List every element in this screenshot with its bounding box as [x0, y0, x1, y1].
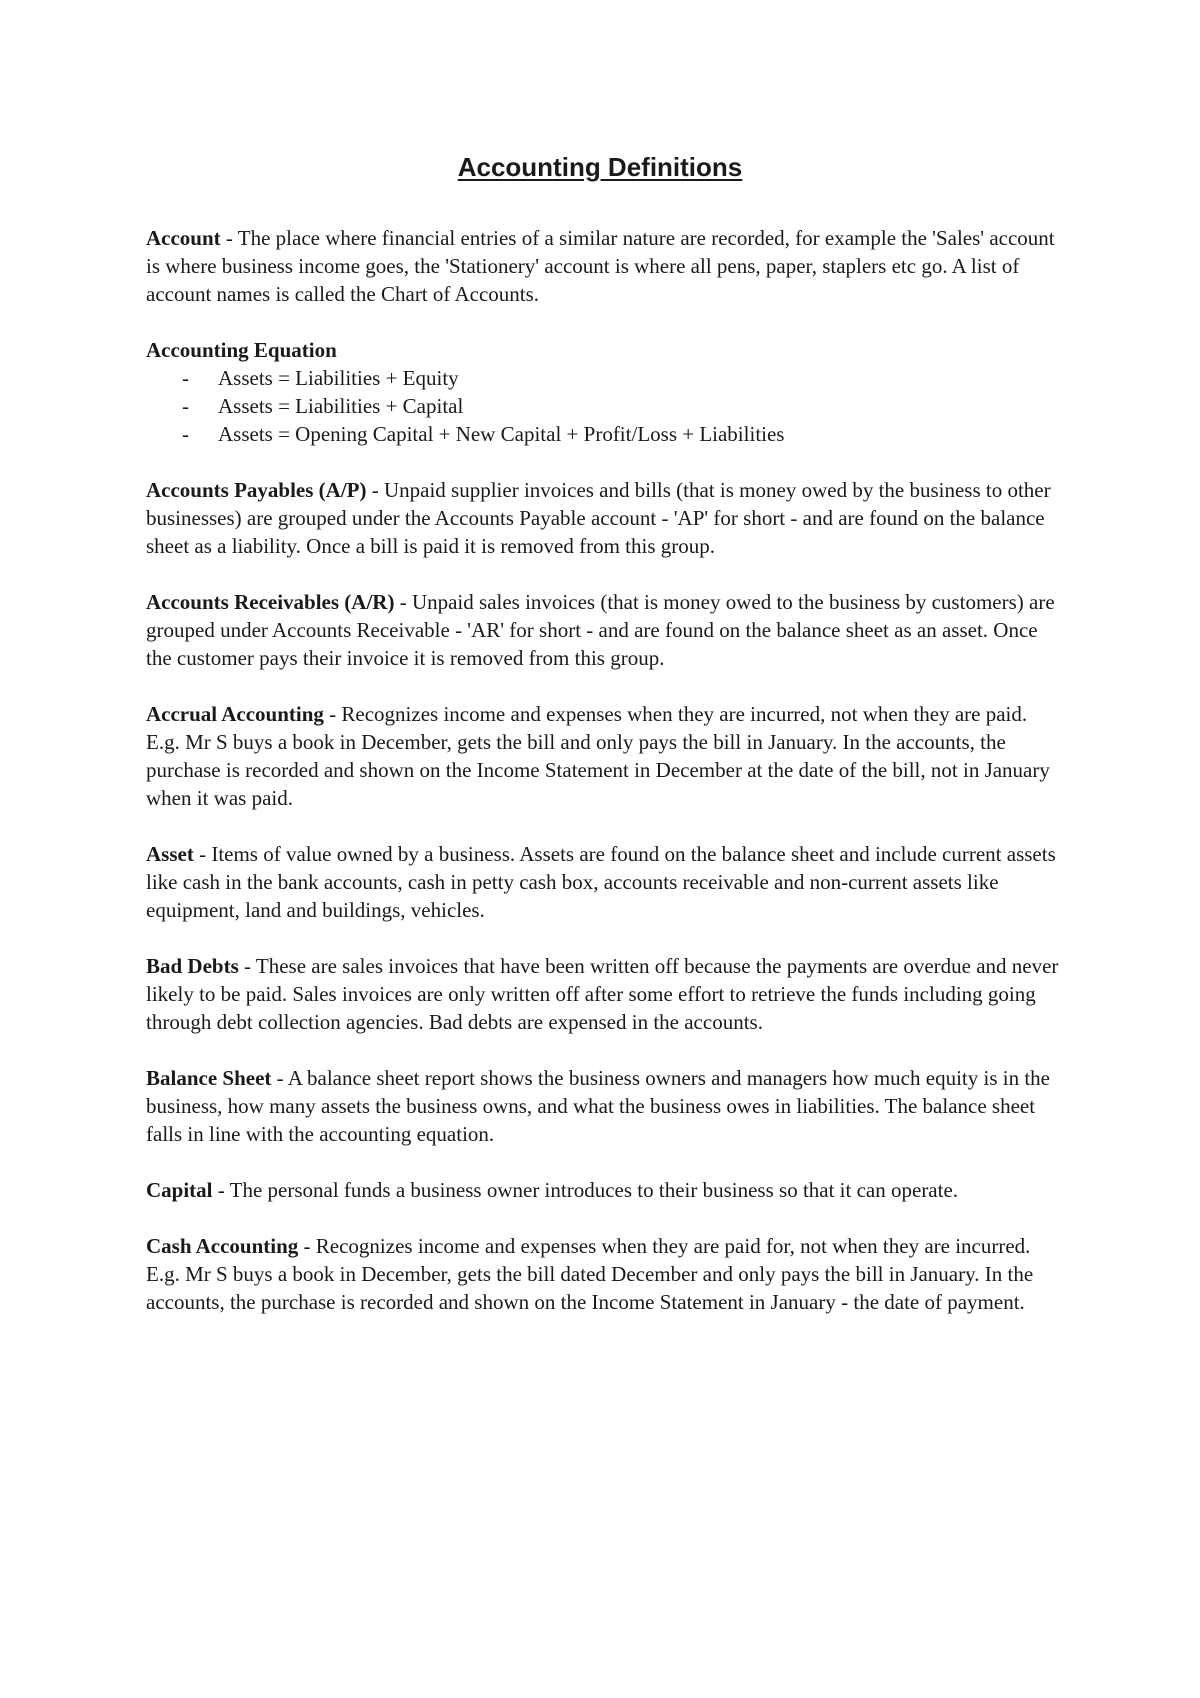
definition-text: - Unpaid sales invoices (that is money owed to the business by customers) are grouped under Accounts Receivable - 'AR' for short - and are found on the balance sheet as an asset. Once the customer pays their invoice it is removed from this group.	[146, 590, 1055, 670]
definition-accrual-accounting	[146, 700, 1066, 812]
term: Account	[146, 226, 221, 250]
dash-bullet: -	[182, 422, 189, 446]
dash-bullet: -	[182, 366, 189, 390]
definition-text: - A balance sheet report shows the business owners and managers how much equity is in the business, how many assets the business owns, and what the business owes in liabilities. The balance sheet falls in line with the accounting equation.	[146, 1066, 1050, 1146]
equation-text: Assets = Liabilities + Capital	[218, 394, 464, 418]
definition-accounts-payables	[146, 476, 1066, 560]
dash-bullet: -	[182, 394, 189, 418]
definition-text: - The personal funds a business owner introduces to their business so that it can operate.	[212, 1178, 959, 1202]
definition-cash-accounting	[146, 1232, 1066, 1316]
definition-asset	[146, 840, 1066, 924]
term: Capital	[146, 1178, 213, 1202]
term: Balance Sheet	[146, 1066, 272, 1090]
definition-text: - The place where financial entries of a similar nature are recorded, for example the 'Sales' account is where business income goes, the 'Stationery' account is where all pens, paper, staplers etc go. A list of account names is called the Chart of Accounts.	[146, 226, 1055, 306]
list-item	[146, 420, 1066, 448]
term: Bad Debts	[146, 954, 239, 978]
definitions-list	[146, 224, 1066, 1344]
term: Accrual Accounting	[146, 702, 324, 726]
definition-balance-sheet	[146, 1064, 1066, 1148]
definition-text: - Recognizes income and expenses when they are paid for, not when they are incurred. E.g. Mr S buys a book in December, gets the bill dated December and only pays the bill in January. In the accounts, the purchase is recorded and shown on the Income Statement in January - the date of payment.	[146, 1234, 1034, 1314]
equation-text: Assets = Opening Capital + New Capital + Profit/Loss + Liabilities	[218, 422, 785, 446]
term: Accounts Receivables (A/R)	[146, 590, 395, 614]
list-item	[146, 392, 1066, 420]
definition-accounting-equation	[146, 336, 1066, 448]
definition-text: - These are sales invoices that have been written off because the payments are overdue and never likely to be paid. Sales invoices are only written off after some effort to retrieve the funds including going through debt collection agencies. Bad debts are expensed in the accounts.	[146, 954, 1059, 1034]
definition-text: - Unpaid supplier invoices and bills (that is money owed by the business to other businesses) are grouped under the Accounts Payable account - 'AP' for short - and are found on the balance sheet as a liability. Once a bill is paid it is removed from this group.	[146, 478, 1051, 558]
definition-text: - Items of value owned by a business. Assets are found on the balance sheet and include current assets like cash in the bank accounts, cash in petty cash box, accounts receivable and non-current assets like equipment, land and buildings, vehicles.	[146, 842, 1056, 922]
definition-account	[146, 224, 1066, 308]
definition-capital	[146, 1176, 1066, 1204]
definition-bad-debts	[146, 952, 1066, 1036]
definition-accounts-receivables	[146, 588, 1066, 672]
equation-text: Assets = Liabilities + Equity	[218, 366, 459, 390]
term: Accounts Payables (A/P)	[146, 478, 367, 502]
term: Cash Accounting	[146, 1234, 299, 1258]
definition-text: - Recognizes income and expenses when they are incurred, not when they are paid. E.g. Mr S buys a book in December, gets the bill and only pays the bill in January. In the accounts, the purchase is recorded and shown on the Income Statement in December at the date of the bill, not in January when it was paid.	[146, 702, 1050, 810]
term: Accounting Equation	[146, 338, 337, 362]
term: Asset	[146, 842, 194, 866]
equation-list	[146, 364, 1066, 448]
list-item	[146, 364, 1066, 392]
page-title: Accounting Definitions	[457, 152, 743, 182]
